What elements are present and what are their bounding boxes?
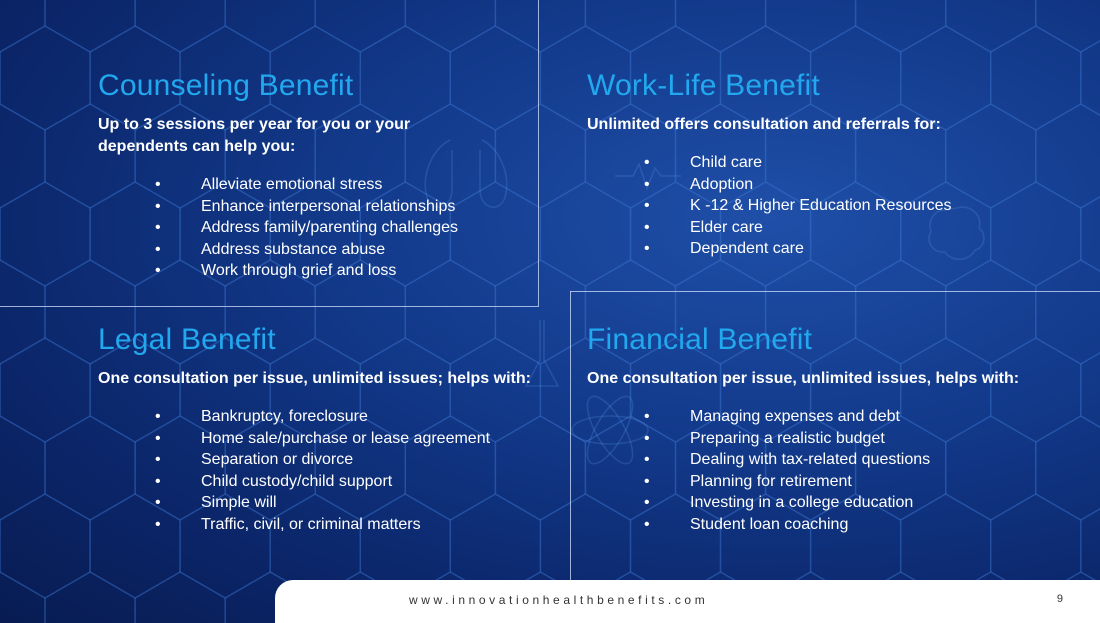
worklife-intro-line: Unlimited offers consultation and referrals for: bbox=[587, 116, 941, 133]
hexagon-shape bbox=[1081, 26, 1100, 130]
bullet: • bbox=[644, 154, 650, 171]
list-item bbox=[587, 174, 951, 196]
list-item bbox=[98, 471, 531, 493]
hexagon-shape bbox=[0, 494, 90, 598]
list-item bbox=[587, 152, 951, 174]
hexagon-shape bbox=[450, 26, 540, 130]
footer-bar bbox=[275, 580, 1100, 623]
list-item-text: Student loan coaching bbox=[690, 515, 849, 533]
divider-horizontal-left bbox=[0, 306, 539, 307]
list-item bbox=[98, 514, 531, 536]
hexagon-shape bbox=[1081, 182, 1100, 286]
list-item bbox=[98, 174, 458, 196]
list-item-text: Adoption bbox=[690, 175, 754, 193]
list-item-text: Managing expenses and debt bbox=[690, 408, 900, 425]
legal-intro bbox=[98, 368, 531, 390]
counseling-section bbox=[98, 68, 458, 282]
worklife-list bbox=[587, 152, 951, 260]
hexagon-shape bbox=[495, 0, 585, 52]
counseling-intro-line: dependents can help you: bbox=[98, 138, 296, 155]
bullet: • bbox=[155, 219, 161, 237]
financial-list bbox=[587, 406, 1019, 536]
hexagon-shape bbox=[991, 26, 1081, 130]
hexagon-shape bbox=[0, 0, 45, 52]
list-item bbox=[587, 217, 951, 239]
list-item-text: Traffic, civil, or criminal matters bbox=[201, 515, 421, 533]
bullet: • bbox=[644, 429, 650, 447]
bullet: • bbox=[155, 197, 161, 215]
list-item bbox=[98, 406, 531, 428]
list-item bbox=[587, 449, 1019, 471]
hexagon-shape bbox=[0, 572, 45, 623]
bullet: • bbox=[155, 451, 161, 469]
hexagon-shape bbox=[1081, 338, 1100, 442]
hexagon-shape bbox=[225, 0, 315, 52]
bullet: • bbox=[155, 262, 161, 280]
list-item-text: Address family/parenting challenges bbox=[201, 219, 459, 237]
list-item bbox=[98, 428, 531, 450]
financial-title: Financial Benefit bbox=[587, 323, 813, 356]
hexagon-shape bbox=[45, 572, 135, 623]
list-item bbox=[587, 406, 1019, 428]
hexagon-shape bbox=[946, 0, 1036, 52]
worklife-title: Work-Life Benefit bbox=[587, 69, 820, 102]
list-item bbox=[587, 492, 1019, 514]
hexagon-shape bbox=[135, 572, 225, 623]
hexagon-shape bbox=[946, 104, 1036, 208]
list-item-text: Address substance abuse bbox=[201, 240, 386, 258]
hexagon-shape bbox=[450, 182, 540, 286]
list-item-text: Simple will bbox=[201, 494, 277, 512]
bullet: • bbox=[644, 175, 650, 193]
list-item bbox=[98, 260, 458, 282]
bullet: • bbox=[155, 472, 161, 490]
list-item bbox=[98, 492, 531, 514]
hexagon-shape bbox=[0, 260, 45, 364]
list-item-text: Dealing with tax-related questions bbox=[690, 451, 931, 469]
list-item bbox=[587, 195, 951, 217]
bullet: • bbox=[644, 494, 650, 512]
legal-title: Legal Benefit bbox=[98, 323, 276, 356]
list-item-text: Bankruptcy, foreclosure bbox=[201, 408, 368, 425]
legal-section bbox=[98, 322, 531, 536]
counseling-intro bbox=[98, 114, 458, 158]
bullet: • bbox=[644, 197, 650, 215]
financial-intro bbox=[587, 368, 1019, 390]
legal-list bbox=[98, 406, 531, 536]
hexagon-shape bbox=[495, 104, 585, 208]
hexagon-shape bbox=[766, 0, 856, 52]
bullet: • bbox=[155, 176, 161, 193]
hexagon-shape bbox=[991, 182, 1081, 286]
list-item-text: Child care bbox=[690, 154, 763, 171]
list-item-text: Investing in a college education bbox=[690, 494, 914, 512]
bullet: • bbox=[155, 408, 161, 425]
list-item bbox=[98, 196, 458, 218]
hexagon-shape bbox=[0, 338, 90, 442]
list-item bbox=[98, 217, 458, 239]
hexagon-shape bbox=[0, 182, 90, 286]
list-item-text: Alleviate emotional stress bbox=[201, 176, 383, 193]
hexagon-shape bbox=[0, 416, 45, 520]
worklife-section bbox=[587, 68, 951, 260]
bullet: • bbox=[155, 429, 161, 447]
hexagon-shape bbox=[0, 26, 90, 130]
hexagon-shape bbox=[1036, 104, 1100, 208]
financial-section bbox=[587, 322, 1019, 536]
list-item bbox=[587, 238, 951, 260]
bullet: • bbox=[644, 240, 650, 258]
counseling-title: Counseling Benefit bbox=[98, 69, 354, 102]
page-number: 9 bbox=[1056, 593, 1063, 605]
hexagon-shape bbox=[0, 104, 45, 208]
hexagon-shape bbox=[135, 0, 225, 52]
bullet: • bbox=[644, 218, 650, 236]
worklife-intro bbox=[587, 114, 951, 136]
legal-intro-line: One consultation per issue, unlimited issues; helps with: bbox=[98, 370, 531, 387]
hexagon-shape bbox=[676, 0, 766, 52]
bullet: • bbox=[644, 515, 650, 533]
divider-vertical-bottom bbox=[570, 291, 571, 580]
list-item-text: Enhance interpersonal relationships bbox=[201, 197, 456, 215]
list-item-text: Elder care bbox=[690, 218, 763, 236]
list-item-text: Home sale/purchase or lease agreement bbox=[201, 429, 491, 447]
list-item-text: Separation or divorce bbox=[201, 451, 354, 469]
list-item bbox=[587, 471, 1019, 493]
bullet: • bbox=[155, 240, 161, 258]
list-item-text: Planning for retirement bbox=[690, 472, 852, 490]
bullet: • bbox=[644, 472, 650, 490]
list-item-text: K -12 & Higher Education Resources bbox=[690, 197, 952, 215]
hexagon-shape bbox=[1036, 416, 1100, 520]
bullet: • bbox=[644, 451, 650, 469]
list-item-text: Dependent care bbox=[690, 240, 804, 258]
bullet: • bbox=[155, 494, 161, 512]
hexagon-shape bbox=[405, 0, 495, 52]
bullet: • bbox=[155, 515, 161, 533]
counseling-intro-line: Up to 3 sessions per year for you or your bbox=[98, 116, 411, 133]
bullet: • bbox=[644, 408, 650, 425]
list-item bbox=[98, 449, 531, 471]
hexagon-shape bbox=[315, 0, 405, 52]
list-item-text: Child custody/child support bbox=[201, 472, 393, 490]
list-item-text: Work through grief and loss bbox=[201, 262, 397, 280]
hexagon-shape bbox=[45, 0, 135, 52]
counseling-list bbox=[98, 174, 458, 282]
hexagon-shape bbox=[585, 0, 675, 52]
hexagon-shape bbox=[856, 0, 946, 52]
footer-website-link[interactable]: www.innovationhealthbenefits.com bbox=[409, 593, 709, 607]
hexagon-shape bbox=[1036, 260, 1100, 364]
list-item bbox=[98, 239, 458, 261]
list-item-text: Preparing a realistic budget bbox=[690, 429, 885, 447]
divider-horizontal-right bbox=[570, 291, 1100, 292]
list-item bbox=[587, 514, 1019, 536]
divider-vertical-top bbox=[538, 0, 539, 306]
list-item bbox=[587, 428, 1019, 450]
financial-intro-line: One consultation per issue, unlimited issues, helps with: bbox=[587, 370, 1020, 387]
